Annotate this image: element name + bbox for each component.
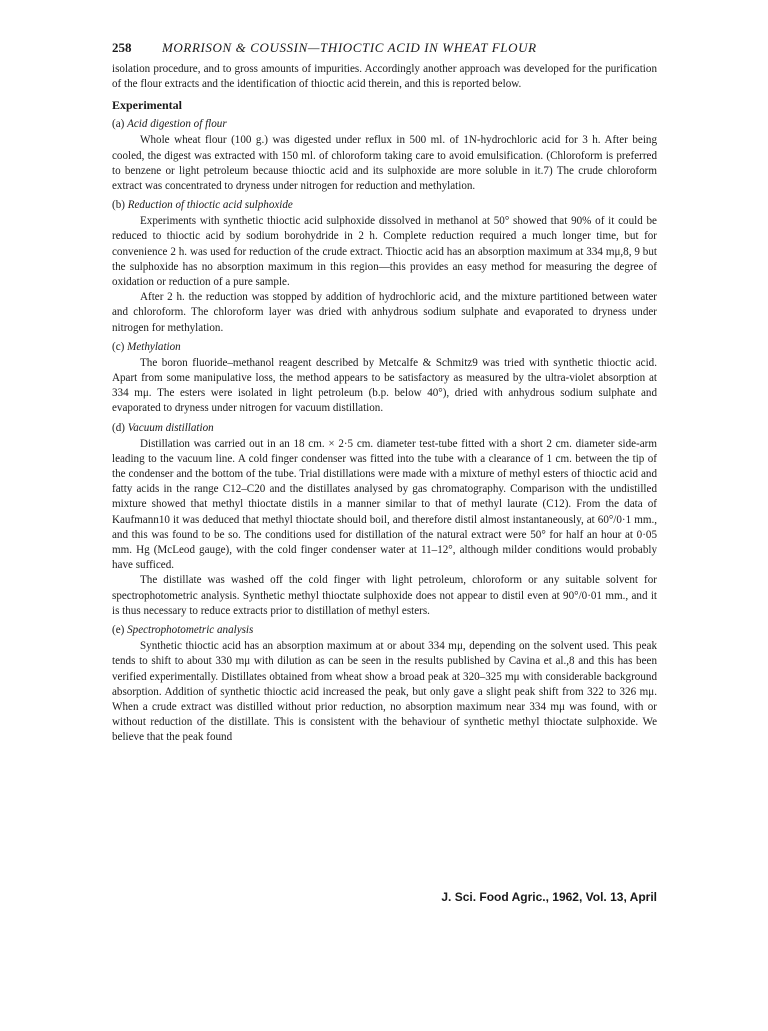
subsection-label: (e) xyxy=(112,624,125,637)
subsection-heading-d xyxy=(112,421,657,436)
subsection-heading-a xyxy=(112,117,657,132)
subsection-label: (c) xyxy=(112,340,125,353)
journal-page xyxy=(112,40,657,904)
paragraph: Experiments with synthetic thioctic acid sulphoxide dissolved in methanol at 50° showed that 90% of it could be reduced to thioctic acid by sodium borohydride in 2 h. Complete reduction required a much longer time, but for convenience 2 h. was used for reduction of the crude extract. Thioctic acid has an absorption maximum at 334 mμ,8, 9 but the sulphoxide has no absorption maximum in this region—this provides an easy method for measuring the degree of oxidation or reduction of a pure sample. xyxy=(112,215,657,289)
subsection-title: Reduction of thioctic acid sulphoxide xyxy=(127,199,293,212)
subsection-title: Acid digestion of flour xyxy=(127,118,227,131)
subsection-heading-c xyxy=(112,340,657,355)
paragraph: After 2 h. the reduction was stopped by addition of hydrochloric acid, and the mixture partitioned between water and chloroform. The chloroform layer was dried with anhydrous sodium sulphate and evaporated to dryness under nitrogen for methylation. xyxy=(112,291,657,334)
paragraph: Whole wheat flour (100 g.) was digested under reflux in 500 ml. of 1N-hydrochloric acid for 3 h. After being cooled, the digest was extracted with 150 ml. of chloroform taking care to avoid emulsification. (Chloroform is preferred to benzene or light petroleum because thioctic acid and its sulphoxide are more soluble in it.7) The crude chloroform extract was concentrated to dryness under nitrogen for reduction and methylation. xyxy=(112,134,657,193)
paragraph: The boron fluoride–methanol reagent described by Metcalfe & Schmitz9 was tried with synthetic thioctic acid. Apart from some manipulative loss, the method appears to be satisfactory as measured by the ultra-violet absorption at 334 mμ. The esters were isolated in light petroleum (b.p. below 40°), dried with anhydrous sodium sulphate and evaporated to dryness under nitrogen for vacuum distillation. xyxy=(112,356,657,415)
subsection-title: Vacuum distillation xyxy=(127,421,214,434)
subsection-label: (a) xyxy=(112,118,125,131)
journal-citation: J. Sci. Food Agric., 1962, Vol. 13, April xyxy=(441,890,657,904)
paragraph: Synthetic thioctic acid has an absorption maximum at or about 334 mμ, depending on the solvent used. This peak tends to shift to about 330 mμ with dilution as can be seen in the results published by Cavina et al.,8 and this has been verified experimentally. Distillates obtained from wheat show a broad peak at 320–325 mμ with considerable background absorption. Addition of synthetic thioctic acid increased the peak, but only gave a slight peak shift from 322 to 326 mμ. When a crude extract was distilled without prior reduction, no absorption maximum near 334 mμ was found, with or without reduction of the distillate. This is consistent with the behaviour of synthetic methyl thioctate sulphoxide. We believe that the peak found xyxy=(112,640,657,744)
section-title: Experimental xyxy=(112,98,182,113)
subsection-label: (d) xyxy=(112,421,125,434)
running-head xyxy=(112,40,657,62)
intro-paragraph: isolation procedure, and to gross amounts of impurities. Accordingly another approach was developed for the purification of the flour extracts and the identification of thioctic acid therein, and this is reported below. xyxy=(112,63,657,91)
subsection-label: (b) xyxy=(112,199,125,212)
page-number: 258 xyxy=(112,40,132,55)
subsection-heading-b xyxy=(112,198,657,213)
paragraph: The distillate was washed off the cold finger with light petroleum, chloroform or any suitable solvent for spectrophotometric analysis. Synthetic methyl thioctate sulphoxide does not appear to distil even at 90°/0·01 mm., and it is thus necessary to reduce extracts prior to distillation of methyl esters. xyxy=(112,574,657,617)
subsection-title: Spectrophotometric analysis xyxy=(127,624,254,637)
subsection-heading-e xyxy=(112,623,657,638)
subsection-title: Methylation xyxy=(127,340,181,353)
running-title: MORRISON & COUSSIN—THIOCTIC ACID IN WHEAT FLOUR xyxy=(162,40,537,55)
paragraph: Distillation was carried out in an 18 cm. × 2·5 cm. diameter test-tube fitted with a short 2 cm. diameter side-arm leading to the vacuum line. A cold finger condenser was fitted into the tube with a clearance of 1 cm. between the tip of the condenser and the bottom of the tube. Trial distillations were made with a mixture of methyl esters of thioctic acid and fatty acids in the range C12–C20 and the distillates analysed by gas chromatography. Comparison with the undistilled mixture showed that methyl thioctate distils in a manner similar to that of methyl laurate (C12). From the data of Kaufmann10 it was deduced that methyl thioctate should boil, and therefore distil almost instantaneously, at 60°/0·1 mm., and this was found to be so. The conditions used for distillation of the natural extract were 50° for half an hour at 0·05 mm. Hg (McLeod gauge), with the cold finger condenser water at 11–12°, although milder conditions would probably have sufficed. xyxy=(112,437,657,572)
